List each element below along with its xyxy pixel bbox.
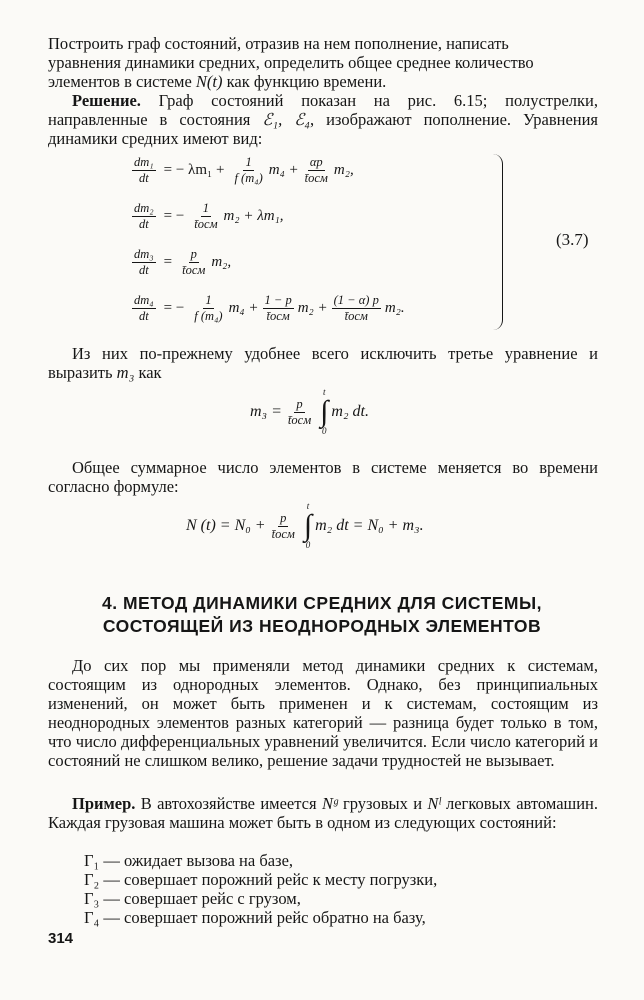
solution-paragraph: Решение. Граф состояний показан на рис. 6.15; полустрелки, направленные в состояния ℰ₁, ℰ₄, изображают пополнение. Уравнения динамики средних имеют вид: [48,91,599,148]
paragraph-2: Из них по-прежнему удобнее всего исключить третье уравнение и выразить m₃ как [48,344,598,382]
equation-number: (3.7) [556,230,589,249]
list-item: Г₂ — совершает порожний рейс к месту погрузки, [84,870,438,889]
equation-system [128,150,508,332]
intro-paragraph [48,34,598,91]
formula-N: N (t) = N₀ + $\frac{p}{\text{t̄осм}}$ t ∫ 0 m₂ dt = N₀ + m₃. [186,501,424,550]
equation-4: $\frac{\text{dm₄}}{dt}$ = − $\frac{1}{\text{f (m₄)}}$ m₄ + $\frac{1 - p}{\text{t̄осм}}$ m₂ + $\frac{(1 - \alpha) p}{\text{t̄осм}}$ m₂. [134,292,405,323]
formula-m3: m₃ = $\frac{p}{\text{t̄осм}}$ t ∫ 0 m₂ dt. [250,387,369,436]
section-heading [0,592,644,638]
example-paragraph: Пример. В автохозяйстве имеется Nᵍ грузовых и Nˡ легковых автомашин. Каждая грузовая машина может быть в одном из следующих состояний: [48,794,599,832]
page-number: 314 [48,930,74,947]
solution-label: Решение. [72,91,141,110]
list-item: Г₄ — совершает порожний рейс обратно на базу, [84,908,426,927]
equation-1: $\frac{\text{dm₁}}{dt}$ = − λm₁ + $\frac{1}{\text{f (m₄)}}$ m₄ + $\frac{\alpha p}{\text{t̄осм}}$ m₂, [134,154,354,185]
right-brace [492,154,503,330]
intro-line-3: элементов в системе N(t) как функцию времени. [48,72,387,91]
intro-line-2: уравнения динамики средних, определить общее среднее количество [48,53,534,72]
integral-sign: t ∫ 0 [320,387,329,436]
integral-sign: t ∫ 0 [303,501,313,550]
intro-line-1: Построить граф состояний, отразив на нем пополнение, написать [48,34,509,53]
section-heading-line-1: 4. МЕТОД ДИНАМИКИ СРЕДНИХ ДЛЯ СИСТЕМЫ, [101,593,542,613]
paragraph-4: До сих пор мы применяли метод динамики средних к системам, состоящим из однородных элементов. Однако, без принципиальных изменений, он может быть применен и к системам, состоящим из неоднородных элементов разных категорий — разница будет только в том, что число дифференциальных уравнений увеличится. Если число категорий и состояний не слишком велико, решение задачи трудностей не вызывает. [48,656,598,770]
paragraph-3: Общее суммарное число элементов в системе меняется во времени согласно формуле: [48,458,598,496]
equation-2: $\frac{\text{dm₂}}{dt}$ = − $\frac{1}{\text{t̄осм}}$ m₂ + λm₁, [134,200,284,231]
list-item: Г₁ — ожидает вызова на базе, [84,851,294,870]
example-label: Пример. [72,794,136,813]
list-item: Г₃ — совершает рейс с грузом, [84,889,301,908]
section-heading-line-2: СОСТОЯЩЕЙ ИЗ НЕОДНОРОДНЫХ ЭЛЕМЕНТОВ [102,616,542,636]
states-symbols: ℰ₁, ℰ₄ [262,110,310,129]
equation-3: $\frac{\text{dm₃}}{dt}$ = $\frac{p}{\text{t̄осм}}$ m₂, [134,246,232,277]
